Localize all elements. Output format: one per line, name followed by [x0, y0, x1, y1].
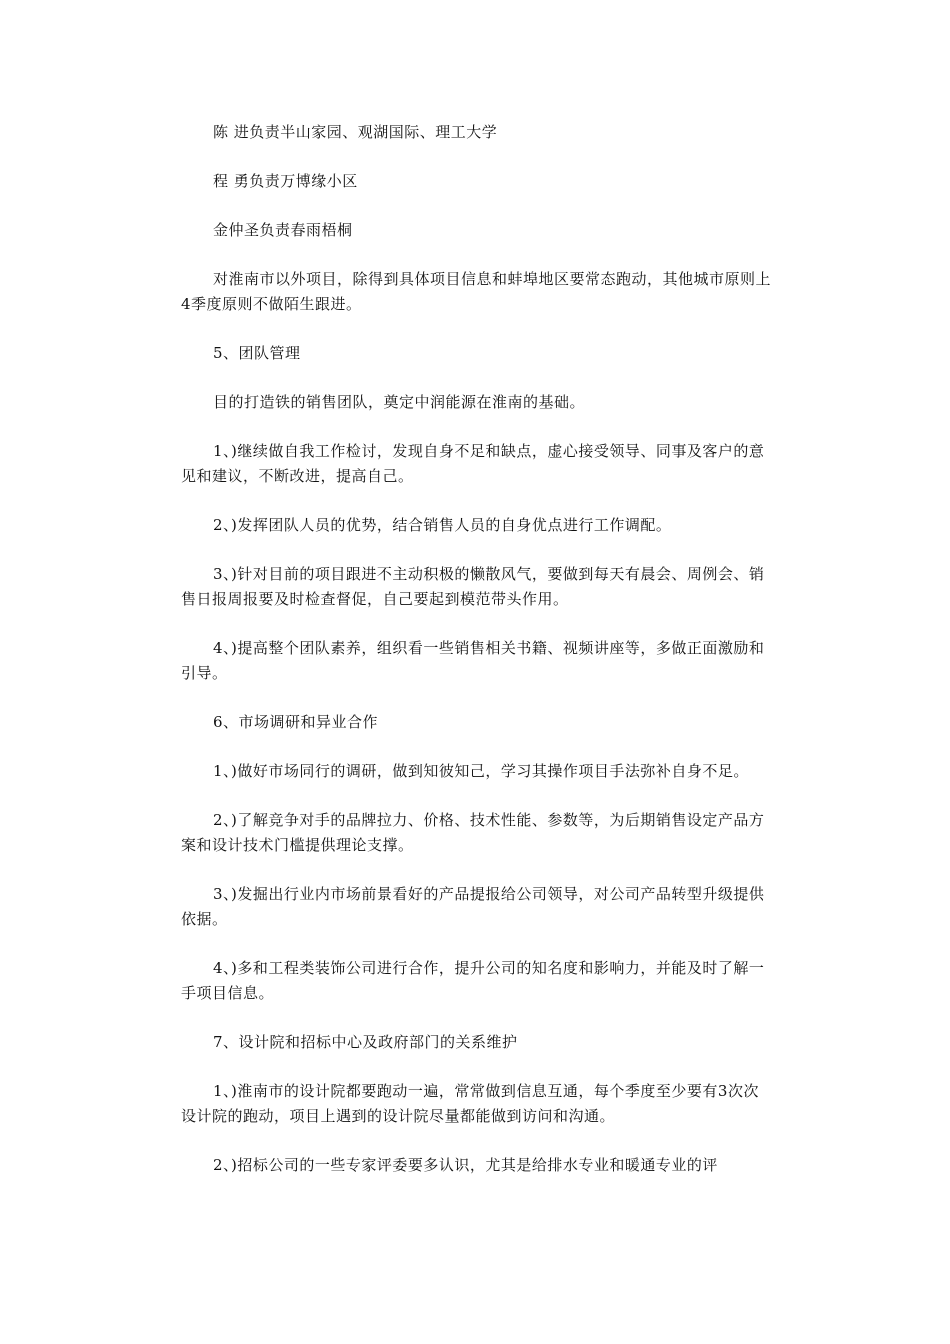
paragraph-team-goal: 目的打造铁的销售团队，奠定中润能源在淮南的基础。 [213, 393, 586, 411]
section-heading-market-research: 6、市场调研和异业合作 [213, 713, 379, 731]
paragraph-assignment-jin: 金仲圣负责春雨梧桐 [213, 221, 353, 239]
document-body [181, 120, 771, 1202]
list-item-team-1: 1、)继续做自我工作检讨，发现自身不足和缺点，虚心接受领导、同事及客户的意见和建议，不断改进，提高自己。 [181, 442, 765, 485]
paragraph-assignment-cheng: 程 勇负责万博缘小区 [213, 172, 358, 190]
paragraph-outside-projects: 对淮南市以外项目，除得到具体项目信息和蚌埠地区要常态跑动，其他城市原则上4季度原则不做陌生跟进。 [181, 270, 772, 313]
list-item-market-1: 1、)做好市场同行的调研，做到知彼知己，学习其操作项目手法弥补自身不足。 [213, 762, 749, 780]
list-item-relations-2: 2、)招标公司的一些专家评委要多认识，尤其是给排水专业和暖通专业的评 [213, 1156, 718, 1174]
list-item-market-3: 3、)发掘出行业内市场前景看好的产品提报给公司领导，对公司产品转型升级提供依据。 [181, 885, 765, 928]
paragraph-assignment-chen: 陈 进负责半山家园、观湖国际、理工大学 [213, 123, 498, 141]
list-item-team-2: 2、)发挥团队人员的优势，结合销售人员的自身优点进行工作调配。 [213, 516, 672, 534]
list-item-team-4: 4、)提高整个团队素养，组织看一些销售相关书籍、视频讲座等，多做正面激励和引导。 [181, 639, 765, 682]
section-heading-relations: 7、设计院和招标中心及政府部门的关系维护 [213, 1033, 518, 1051]
list-item-market-4: 4、)多和工程类装饰公司进行合作，提升公司的知名度和影响力，并能及时了解一手项目信息。 [181, 959, 765, 1002]
list-item-market-2: 2、)了解竞争对手的品牌拉力、价格、技术性能、参数等，为后期销售设定产品方案和设计技术门槛提供理论支撑。 [181, 811, 765, 854]
list-item-relations-1: 1、)淮南市的设计院都要跑动一遍，常常做到信息互通，每个季度至少要有3次次设计院的跑动，项目上遇到的设计院尽量都能做到访问和沟通。 [181, 1082, 759, 1125]
list-item-team-3: 3、)针对目前的项目跟进不主动积极的懒散风气，要做到每天有晨会、周例会、销售日报周报要及时检查督促，自己要起到模范带头作用。 [181, 565, 765, 608]
section-heading-team-management: 5、团队管理 [213, 344, 301, 362]
